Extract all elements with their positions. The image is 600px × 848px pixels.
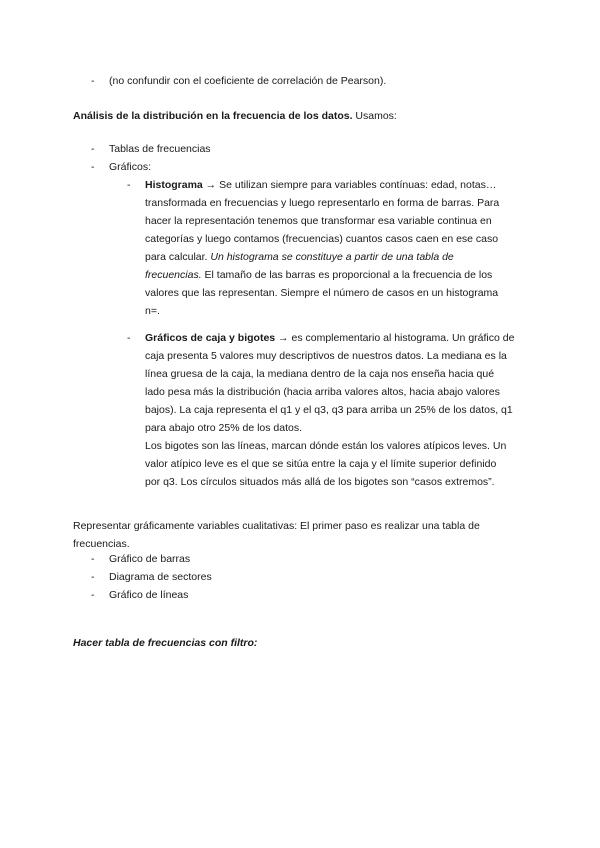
histogram-text: Se utilizan siempre para variables contínuas: edad, notas…: [219, 179, 497, 191]
boxplot-line-7: Los bigotes son las líneas, marcan dónde están los valores atípicos leves. Un: [145, 440, 507, 452]
boxplot-line-5: bajos). La caja representa el q1 y el q3, q3 para arriba un 25% de los datos, q1: [145, 404, 513, 416]
bullet-dash: -: [91, 75, 95, 87]
boxplot-line-4: lado pesa más la distribución (hacia arriba valores altos, hacia abajo valores: [145, 386, 500, 398]
boxplot-term: Gráficos de caja y bigotes: [145, 332, 276, 344]
histogram-line-7: valores que las representan. Siempre el número de casos en un histograma: [145, 287, 499, 299]
bullet-dash: -: [91, 571, 95, 583]
histogram-line-3: hacer la representación tenemos que transformar esa variable continua en: [145, 215, 492, 227]
histogram-term: Histograma: [145, 179, 203, 191]
list-item-lineas: Gráfico de líneas: [109, 589, 189, 601]
section-heading-filtro: Hacer tabla de frecuencias con filtro:: [73, 637, 258, 649]
heading-bold-text: Análisis de la distribución en la frecuencia de los datos.: [73, 110, 353, 122]
boxplot-line-1: [145, 329, 514, 347]
paragraph-cualitativas-1: Representar gráficamente variables cualitativas: El primer paso es realizar una tabla de: [73, 520, 480, 532]
boxplot-line-3: línea gruesa de la caja, la mediana dentro de la caja nos enseña hacia qué: [145, 368, 495, 380]
bullet-dash: -: [91, 161, 95, 173]
boxplot-line-6: para abajo otro 25% de los datos.: [145, 422, 303, 434]
arrow-glyph: →: [275, 332, 292, 344]
bullet-dash: -: [91, 143, 95, 155]
list-item-graficos: Gráficos:: [109, 161, 152, 173]
histogram-line-5: [145, 248, 454, 266]
histogram-italic-text: frecuencias.: [145, 269, 202, 281]
intro-item: (no confundir con el coeficiente de correlación de Pearson).: [109, 75, 387, 87]
histogram-text: para calcular.: [145, 251, 208, 263]
list-item-tablas: Tablas de frecuencias: [109, 143, 211, 155]
histogram-line-8: n=.: [145, 305, 160, 317]
bullet-dash: -: [127, 179, 131, 191]
arrow-glyph: →: [202, 179, 220, 191]
boxplot-line-2: caja presenta 5 valores muy descriptivos de nuestros datos. La mediana es la: [145, 350, 507, 362]
histogram-line-2: transformada en frecuencias y luego representarlo en forma de barras. Para: [145, 197, 500, 209]
bullet-dash: -: [127, 332, 131, 344]
boxplot-line-9: por q3. Los círculos situados más allá de los bigotes son “casos extremos”.: [145, 476, 495, 488]
histogram-line-4: categorías y luego contamos (frecuencias) cuantos casos caen en ese caso: [145, 233, 499, 245]
heading-rest-text: Usamos:: [352, 110, 397, 122]
section-heading-distribution: [73, 107, 397, 125]
list-item-sectores: Diagrama de sectores: [109, 571, 212, 583]
histogram-text: El tamaño de las barras es proporcional a la frecuencia de los: [201, 269, 493, 281]
histogram-italic-text: Un histograma se constituye a partir de una tabla de: [207, 251, 454, 263]
bullet-dash: -: [91, 589, 95, 601]
bullet-dash: -: [91, 553, 95, 565]
histogram-line-1: [145, 176, 496, 194]
histogram-line-6: [145, 266, 492, 284]
paragraph-cualitativas-2: frecuencias.: [73, 538, 130, 550]
boxplot-text: es complementario al histograma. Un gráfico de: [291, 332, 515, 344]
boxplot-line-8: valor atípico leve es el que se sitúa entre la caja y el límite superior definido: [145, 458, 497, 470]
list-item-barras: Gráfico de barras: [109, 553, 191, 565]
